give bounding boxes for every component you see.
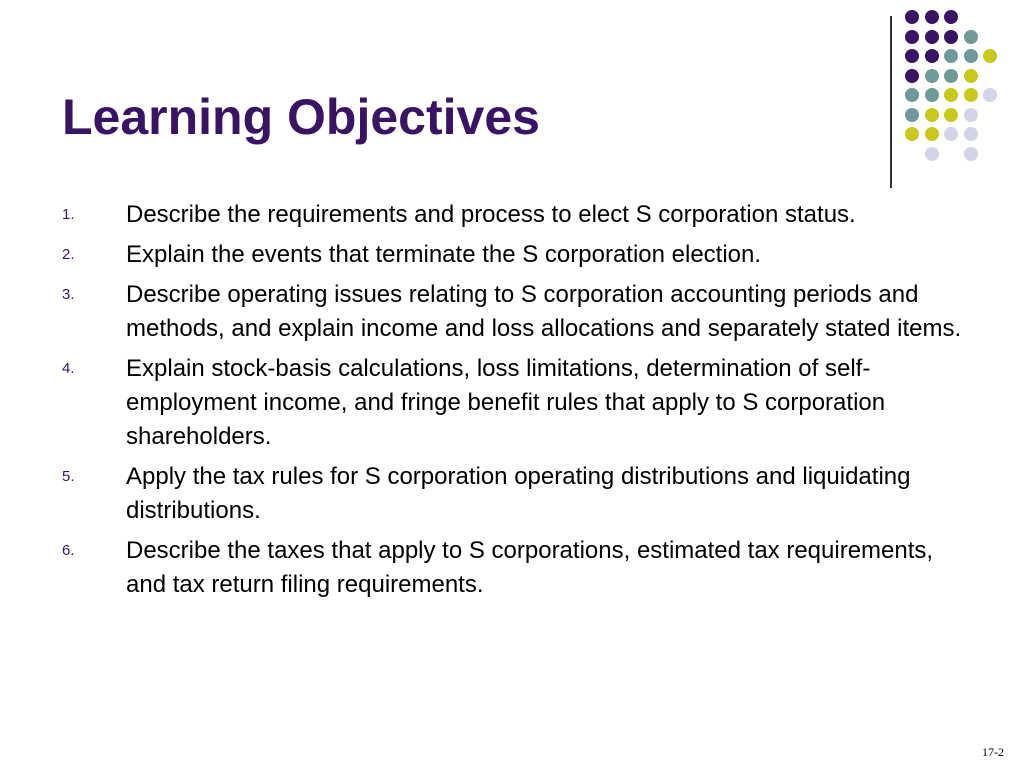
decorative-dot xyxy=(944,108,958,122)
objective-item xyxy=(62,534,962,602)
decorative-dot xyxy=(964,108,978,122)
decorative-dot xyxy=(964,88,978,102)
slide-title: Learning Objectives xyxy=(62,89,540,145)
decorative-dot xyxy=(925,147,939,161)
decorative-dot xyxy=(925,10,939,24)
decorative-dot xyxy=(905,69,919,83)
objective-number: 2. xyxy=(62,246,75,263)
decorative-dot xyxy=(983,88,997,102)
objective-number: 1. xyxy=(62,206,75,223)
decorative-dot xyxy=(944,69,958,83)
decorative-dot xyxy=(905,10,919,24)
decorative-dot xyxy=(964,30,978,44)
decorative-dot xyxy=(964,49,978,63)
decorative-dot xyxy=(944,49,958,63)
decorative-dot xyxy=(925,108,939,122)
decorative-dot xyxy=(964,69,978,83)
decorative-dot xyxy=(905,30,919,44)
objective-item xyxy=(62,460,962,528)
decorative-dot xyxy=(964,127,978,141)
page-number: 17-2 xyxy=(982,745,1004,759)
decorative-dot xyxy=(925,88,939,102)
decorative-dot xyxy=(944,10,958,24)
objective-text: Describe operating issues relating to S corporation accounting periods and methods, and explain income and loss allocations and separately stated items. xyxy=(126,281,962,342)
decorative-dot xyxy=(925,30,939,44)
decorative-dot xyxy=(925,127,939,141)
objective-text: Explain the events that terminate the S corporation election. xyxy=(126,241,762,268)
decorative-dot xyxy=(944,88,958,102)
objective-text: Describe the requirements and process to elect S corporation status. xyxy=(126,201,856,228)
decorative-dot xyxy=(925,69,939,83)
decorative-dot xyxy=(983,49,997,63)
objective-item xyxy=(62,352,962,454)
objective-number: 5. xyxy=(62,468,75,485)
objective-number: 6. xyxy=(62,542,75,559)
decorative-dot xyxy=(905,127,919,141)
objective-item xyxy=(62,198,962,232)
objective-item xyxy=(62,278,962,346)
learning-objectives-list xyxy=(62,198,962,608)
objective-number: 3. xyxy=(62,286,75,303)
decorative-dot xyxy=(905,88,919,102)
decorative-dot xyxy=(925,49,939,63)
objective-text: Apply the tax rules for S corporation operating distributions and liquidating distributions. xyxy=(126,463,911,524)
objective-text: Explain stock-basis calculations, loss limitations, determination of self-employment income, and fringe benefit rules that apply to S corporation shareholders. xyxy=(126,355,886,450)
decorative-dot xyxy=(944,30,958,44)
decorative-dot xyxy=(964,147,978,161)
objective-text: Describe the taxes that apply to S corporations, estimated tax requirements, and tax return filing requirements. xyxy=(126,537,934,598)
objective-item xyxy=(62,238,962,272)
decorative-dot xyxy=(905,49,919,63)
title-divider-line xyxy=(890,16,892,188)
decorative-dot-grid xyxy=(905,10,1015,170)
decorative-dot xyxy=(944,127,958,141)
objective-number: 4. xyxy=(62,360,75,377)
decorative-dot xyxy=(905,108,919,122)
